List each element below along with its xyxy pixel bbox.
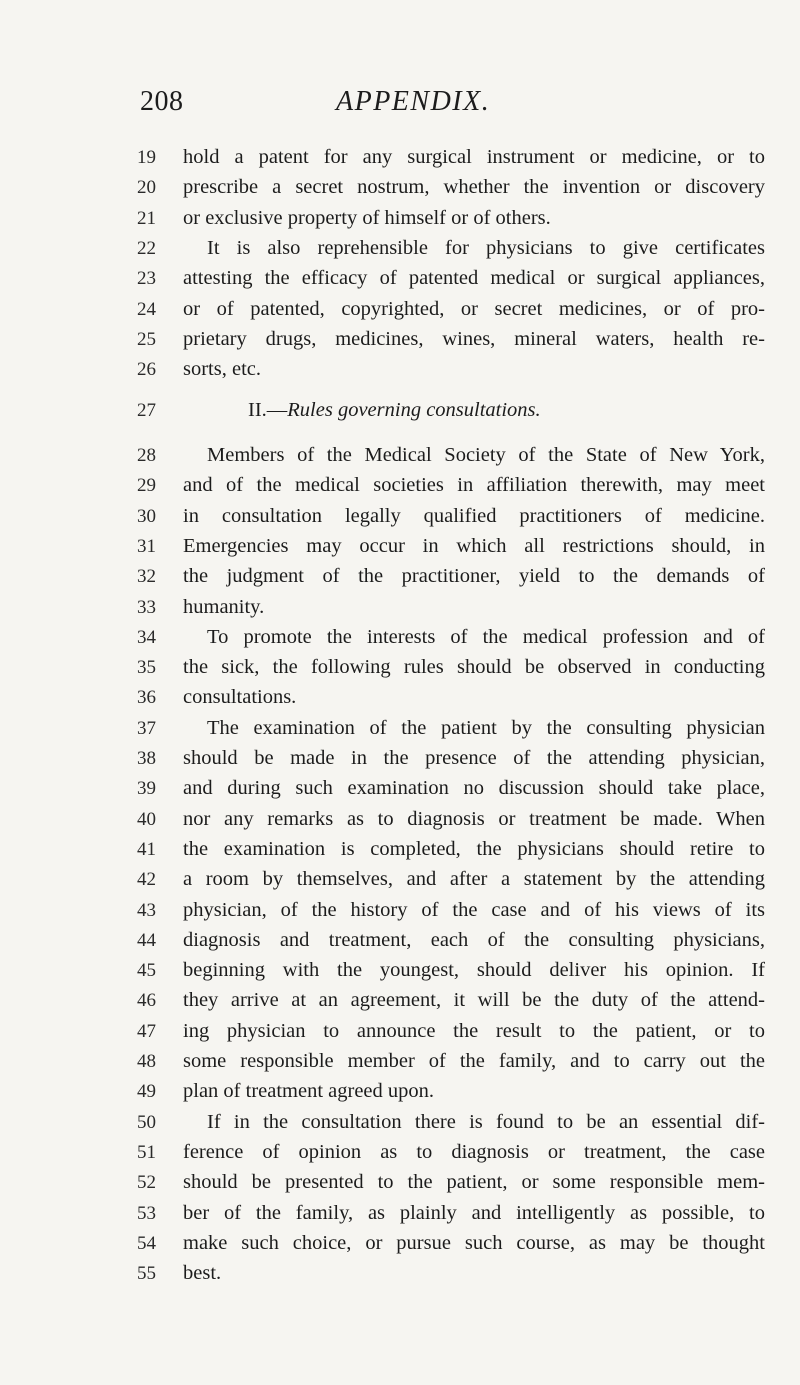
text-line <box>0 625 800 650</box>
line-number: 51 <box>137 1141 156 1163</box>
line-text: prescribe a secret nostrum, whether the invention or discovery <box>183 176 765 199</box>
line-number: 31 <box>137 535 156 557</box>
line-number: 41 <box>137 838 156 860</box>
line-text: the judgment of the practitioner, yield to the demands of <box>183 565 765 588</box>
text-line <box>0 175 800 200</box>
line-number: 52 <box>137 1172 156 1194</box>
line-number: 24 <box>137 298 156 320</box>
line-text: humanity. <box>183 595 265 618</box>
line-text: hold a patent for any surgical instrument or medicine, or to <box>183 146 765 168</box>
text-line <box>0 206 800 231</box>
text-line <box>0 746 800 771</box>
line-number: 19 <box>137 147 156 168</box>
line-text: ber of the family, as plainly and intelligently as possible, to <box>183 1201 765 1224</box>
text-line <box>0 1140 800 1165</box>
line-number: 45 <box>137 960 156 982</box>
text-line <box>0 1170 800 1195</box>
line-text: they arrive at an agreement, it will be the duty of the attend- <box>183 989 765 1012</box>
line-number: 47 <box>137 1020 156 1042</box>
section-heading <box>0 398 800 423</box>
text-line <box>0 837 800 862</box>
text-line <box>0 266 800 291</box>
line-number: 30 <box>137 505 156 527</box>
line-text: the sick, the following rules should be observed in conducting <box>183 656 765 679</box>
line-text: sorts, etc. <box>183 358 261 381</box>
line-text: in consultation legally qualified practitioners of medicine. <box>183 504 765 527</box>
line-text: ing physician to announce the result to the patient, or to <box>183 1019 765 1042</box>
line-number: 33 <box>137 596 156 618</box>
line-number: 27 <box>137 400 156 421</box>
line-number: 26 <box>137 359 156 381</box>
line-text: and during such examination no discussion should take place, <box>183 777 765 800</box>
line-number: 40 <box>137 808 156 830</box>
text-line <box>0 928 800 953</box>
text-line <box>0 685 800 710</box>
line-number: 36 <box>137 687 156 709</box>
line-text: If in the consultation there is found to be an essential dif- <box>207 1110 765 1133</box>
text-line <box>0 867 800 892</box>
line-text: The examination of the patient by the consulting physician <box>207 716 765 739</box>
line-text: the examination is completed, the physicians should retire to <box>183 837 765 860</box>
line-number: 20 <box>137 177 156 199</box>
line-number: 28 <box>137 445 156 466</box>
section-title: Rules governing consultations. <box>287 399 541 421</box>
text-line <box>0 327 800 352</box>
text-line <box>0 776 800 801</box>
line-number: 39 <box>137 778 156 800</box>
line-number: 25 <box>137 328 156 350</box>
line-number: 44 <box>137 929 156 951</box>
line-text: make such choice, or pursue such course, as may be thought <box>183 1231 765 1254</box>
line-text: a room by themselves, and after a statement by the attending <box>183 868 765 891</box>
text-line <box>0 595 800 620</box>
line-text: and of the medical societies in affiliation therewith, may meet <box>183 474 765 497</box>
line-number: 22 <box>137 237 156 259</box>
line-text: best. <box>183 1262 222 1285</box>
line-text: should be presented to the patient, or some responsible mem- <box>183 1171 765 1194</box>
page-header <box>0 86 800 126</box>
line-text: Members of the Medical Society of the State of New York, <box>207 444 765 466</box>
line-number: 32 <box>137 566 156 588</box>
line-text: Emergencies may occur in which all restrictions should, in <box>183 534 765 557</box>
line-number: 37 <box>137 717 156 739</box>
line-number: 34 <box>137 626 156 648</box>
text-line <box>0 443 800 468</box>
line-text: plan of treatment agreed upon. <box>183 1080 435 1103</box>
text-line <box>0 716 800 741</box>
line-number: 29 <box>137 475 156 497</box>
line-text: diagnosis and treatment, each of the consulting physicians, <box>183 928 765 951</box>
line-text: prietary drugs, medicines, wines, mineral waters, health re- <box>183 327 765 350</box>
line-number: 38 <box>137 748 156 769</box>
line-text: attesting the efficacy of patented medical or surgical appliances, <box>183 267 765 290</box>
text-line <box>0 655 800 680</box>
text-line <box>0 564 800 589</box>
text-line <box>0 958 800 983</box>
line-number: 35 <box>137 657 156 679</box>
line-number: 50 <box>137 1111 156 1133</box>
text-line <box>0 473 800 498</box>
text-line <box>0 534 800 559</box>
line-number: 53 <box>137 1202 156 1224</box>
line-text: should be made in the presence of the attending physician, <box>183 747 765 769</box>
line-text: some responsible member of the family, and to carry out the <box>183 1050 765 1072</box>
line-number: 54 <box>137 1232 156 1254</box>
text-line <box>0 1231 800 1256</box>
text-line <box>0 898 800 923</box>
text-line <box>0 1049 800 1074</box>
line-number: 49 <box>137 1081 156 1103</box>
line-number: 23 <box>137 268 156 290</box>
section-numeral: II.— <box>248 399 288 421</box>
text-line <box>0 1201 800 1226</box>
line-number: 43 <box>137 899 156 921</box>
line-number: 46 <box>137 990 156 1012</box>
running-title: APPENDIX. <box>336 86 491 117</box>
line-text: or exclusive property of himself or of others. <box>183 206 551 229</box>
line-text: physician, of the history of the case and of his views of its <box>183 898 765 921</box>
page-number: 208 <box>140 86 184 117</box>
line-text: beginning with the youngest, should deliver his opinion. If <box>183 959 765 982</box>
line-number: 21 <box>137 207 156 229</box>
line-text: It is also reprehensible for physicians to give certificates <box>207 236 765 259</box>
text-line <box>0 807 800 832</box>
text-line <box>0 1110 800 1135</box>
text-line <box>0 1019 800 1044</box>
line-text: nor any remarks as to diagnosis or treatment be made. When <box>183 807 765 830</box>
text-line <box>0 988 800 1013</box>
text-line <box>0 504 800 529</box>
text-line <box>0 357 800 382</box>
text-line <box>0 297 800 322</box>
line-text: or of patented, copyrighted, or secret medicines, or of pro- <box>183 297 765 320</box>
line-number: 42 <box>137 869 156 891</box>
line-text: consultations. <box>183 686 297 709</box>
text-line <box>0 145 800 170</box>
text-line <box>0 1079 800 1104</box>
line-number: 55 <box>137 1263 156 1285</box>
text-line <box>0 1261 800 1286</box>
line-text: To promote the interests of the medical profession and of <box>207 625 765 648</box>
line-text: ference of opinion as to diagnosis or treatment, the case <box>183 1140 765 1163</box>
text-line <box>0 236 800 261</box>
section-heading-text <box>248 398 748 423</box>
line-number: 48 <box>137 1051 156 1072</box>
